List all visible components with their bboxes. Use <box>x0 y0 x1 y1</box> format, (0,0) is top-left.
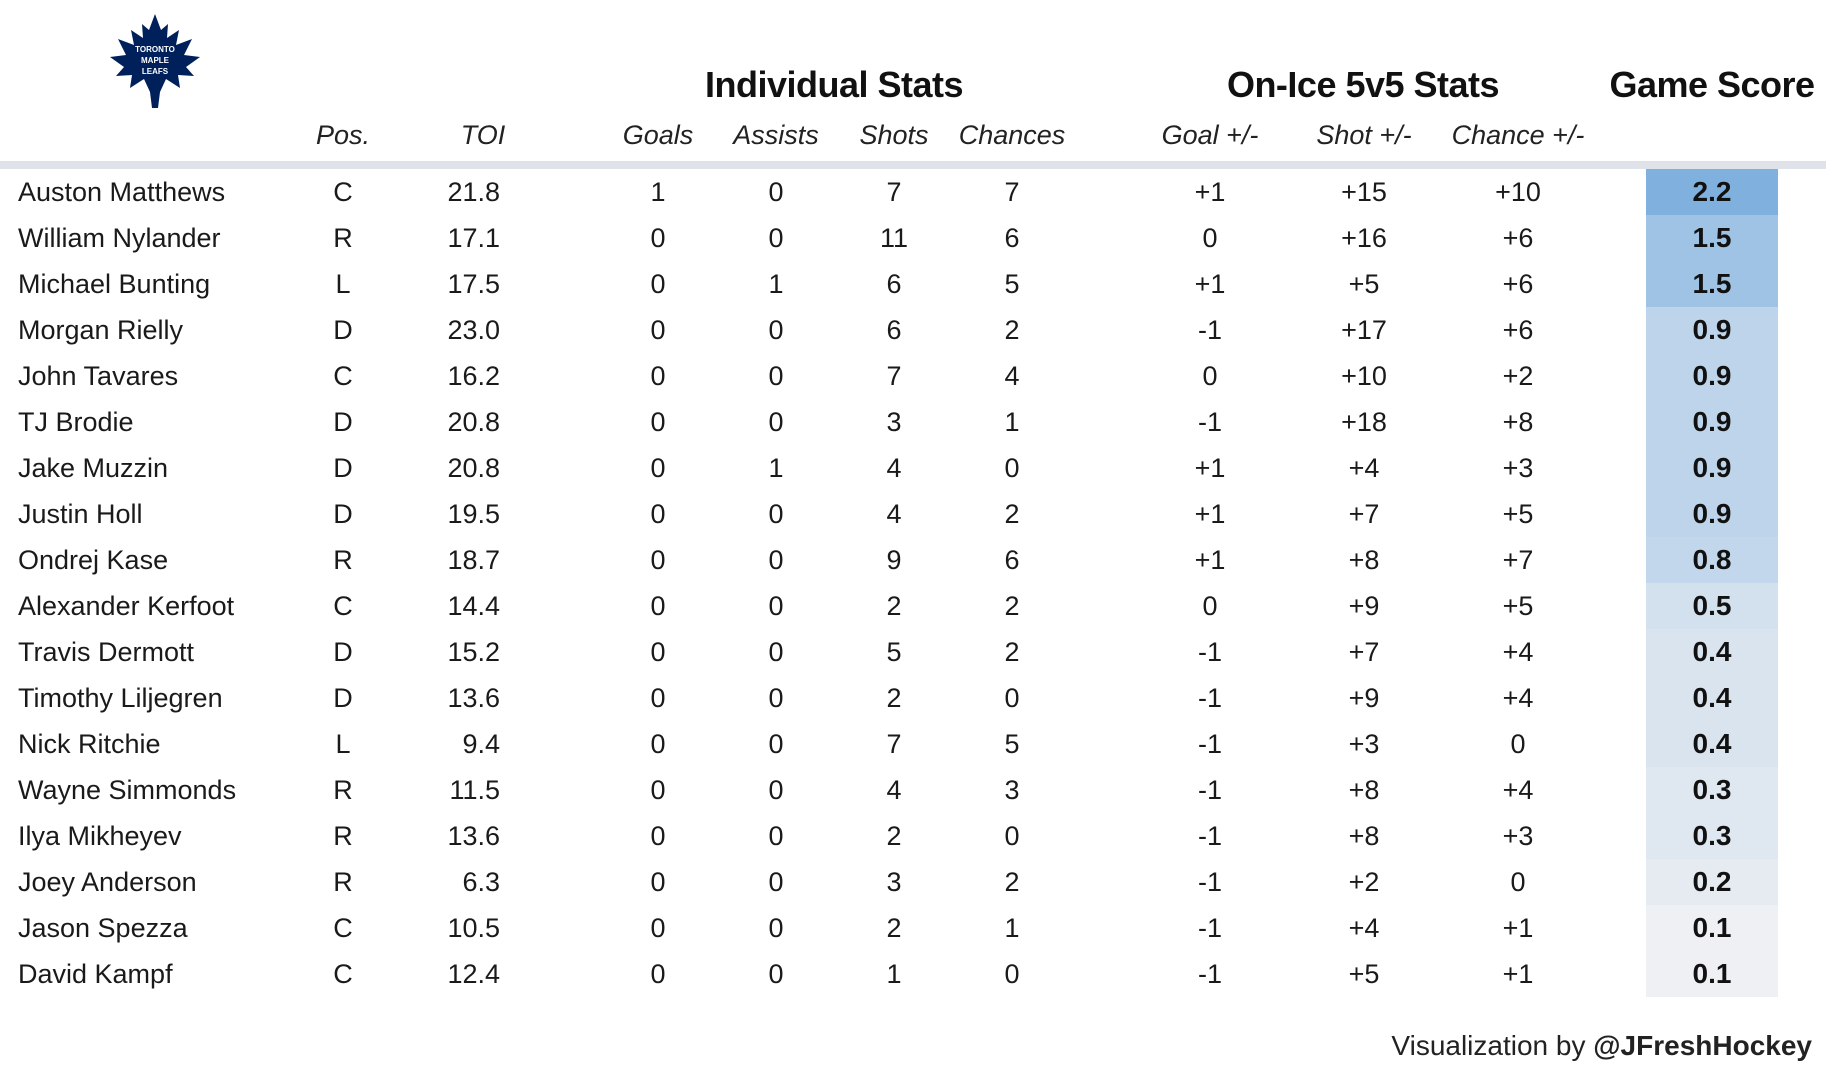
column-header-goal-pm: Goal +/- <box>1161 120 1259 150</box>
chances-cell: 2 <box>1004 591 1020 621</box>
column-header-assists: Assists <box>733 120 819 150</box>
chance-pm-cell: +1 <box>1502 913 1534 943</box>
goal-pm-cell: -1 <box>1197 683 1223 713</box>
pos-cell: D <box>333 315 353 345</box>
pos-cell: D <box>333 683 353 713</box>
chance-pm-cell: +1 <box>1502 959 1534 989</box>
player-name: Nick Ritchie <box>18 729 161 759</box>
shots-cell: 1 <box>886 959 902 989</box>
assists-cell: 0 <box>768 177 784 207</box>
game-score-value: 0.8 <box>1692 544 1732 575</box>
player-name: Timothy Liljegren <box>18 683 223 713</box>
goals-cell: 0 <box>650 545 666 575</box>
chances-cell: 2 <box>1004 637 1020 667</box>
chance-pm-cell: +4 <box>1502 637 1534 667</box>
shots-cell: 5 <box>886 637 902 667</box>
game-score-value: 0.4 <box>1692 728 1732 759</box>
shots-cell: 2 <box>886 821 902 851</box>
shot-pm-cell: +8 <box>1348 775 1380 805</box>
chances-cell: 5 <box>1004 269 1020 299</box>
shots-cell: 7 <box>886 177 902 207</box>
table-row <box>0 951 1826 997</box>
player-name: Auston Matthews <box>18 177 226 207</box>
pos-cell: C <box>333 959 353 989</box>
shots-cell: 4 <box>886 775 902 805</box>
shots-cell: 2 <box>886 591 902 621</box>
player-name: Alexander Kerfoot <box>18 591 235 621</box>
pos-cell: D <box>333 407 353 437</box>
pos-cell: D <box>333 453 353 483</box>
chances-cell: 3 <box>1004 775 1020 805</box>
pos-cell: C <box>333 913 353 943</box>
chance-pm-cell: +7 <box>1502 545 1534 575</box>
chances-cell: 5 <box>1004 729 1020 759</box>
goals-cell: 0 <box>650 591 666 621</box>
player-name: Jake Muzzin <box>18 453 169 483</box>
credit-prefix: Visualization by <box>1391 1030 1594 1061</box>
shot-pm-cell: +4 <box>1348 453 1380 483</box>
table-row <box>0 491 1826 537</box>
shots-cell: 4 <box>886 453 902 483</box>
shots-cell: 6 <box>886 315 902 345</box>
shots-cell: 2 <box>886 913 902 943</box>
chance-pm-cell: +5 <box>1502 591 1534 621</box>
goal-pm-cell: -1 <box>1197 775 1223 805</box>
toi-cell: 12.4 <box>447 959 500 989</box>
goal-pm-cell: 0 <box>1202 223 1218 253</box>
game-score-value: 0.2 <box>1692 866 1732 897</box>
game-score-title: Game Score <box>1609 64 1815 105</box>
shots-cell: 6 <box>886 269 902 299</box>
table-row <box>0 307 1826 353</box>
column-header-toi: TOI <box>460 120 506 150</box>
assists-cell: 0 <box>768 315 784 345</box>
shots-cell: 9 <box>886 545 902 575</box>
shot-pm-cell: +9 <box>1348 683 1380 713</box>
toi-cell: 18.7 <box>447 545 500 575</box>
chances-cell: 0 <box>1004 683 1020 713</box>
chances-cell: 1 <box>1004 913 1020 943</box>
chance-pm-cell: +5 <box>1502 499 1534 529</box>
assists-cell: 0 <box>768 959 784 989</box>
goal-pm-cell: 0 <box>1202 361 1218 391</box>
game-score-value: 0.9 <box>1692 406 1732 437</box>
table-row <box>0 445 1826 491</box>
game-score-value: 0.5 <box>1692 590 1732 621</box>
chance-pm-cell: +6 <box>1502 269 1534 299</box>
logo-text-line-1: TORONTO <box>135 45 175 54</box>
table-row <box>0 767 1826 813</box>
game-score-value: 0.9 <box>1692 360 1732 391</box>
shot-pm-cell: +2 <box>1348 867 1380 897</box>
chance-pm-cell: +4 <box>1502 683 1534 713</box>
player-name: Ondrej Kase <box>18 545 169 575</box>
credit-handle: @JFreshHockey <box>1593 1030 1812 1061</box>
assists-cell: 0 <box>768 361 784 391</box>
assists-cell: 0 <box>768 223 784 253</box>
table-row <box>0 813 1826 859</box>
goal-pm-cell: -1 <box>1197 913 1223 943</box>
shot-pm-cell: +4 <box>1348 913 1380 943</box>
column-header-goals: Goals <box>622 120 694 150</box>
table-row <box>0 537 1826 583</box>
goal-pm-cell: +1 <box>1194 453 1226 483</box>
chances-cell: 2 <box>1004 315 1020 345</box>
credit-line <box>1391 1030 1812 1062</box>
assists-cell: 0 <box>768 499 784 529</box>
goal-pm-cell: -1 <box>1197 407 1223 437</box>
goal-pm-cell: 0 <box>1202 591 1218 621</box>
goals-cell: 0 <box>650 959 666 989</box>
chance-pm-cell: +3 <box>1502 453 1534 483</box>
toi-cell: 14.4 <box>447 591 500 621</box>
chance-pm-cell: +10 <box>1495 177 1541 207</box>
goal-pm-cell: -1 <box>1197 867 1223 897</box>
chance-pm-cell: +6 <box>1502 223 1534 253</box>
shot-pm-cell: +10 <box>1341 361 1387 391</box>
toi-cell: 21.8 <box>447 177 500 207</box>
chances-cell: 1 <box>1004 407 1020 437</box>
toi-cell: 13.6 <box>447 683 500 713</box>
shot-pm-cell: +17 <box>1341 315 1387 345</box>
shot-pm-cell: +5 <box>1348 269 1380 299</box>
assists-cell: 0 <box>768 591 784 621</box>
game-score-value: 2.2 <box>1692 176 1732 207</box>
goals-cell: 0 <box>650 453 666 483</box>
chances-cell: 6 <box>1004 545 1020 575</box>
player-name: TJ Brodie <box>18 407 134 437</box>
assists-cell: 1 <box>768 269 784 299</box>
pos-cell: C <box>333 361 353 391</box>
player-name: Justin Holl <box>18 499 143 529</box>
goal-pm-cell: -1 <box>1197 821 1223 851</box>
goals-cell: 0 <box>650 407 666 437</box>
shot-pm-cell: +5 <box>1348 959 1380 989</box>
column-header-chance-pm: Chance +/- <box>1451 120 1585 150</box>
game-score-value: 0.4 <box>1692 636 1732 667</box>
goals-cell: 0 <box>650 499 666 529</box>
goals-cell: 0 <box>650 913 666 943</box>
pos-cell: R <box>333 545 353 575</box>
chances-cell: 0 <box>1004 821 1020 851</box>
game-score-value: 0.3 <box>1692 820 1732 851</box>
column-header-pos: Pos. <box>315 120 371 150</box>
game-score-value: 0.9 <box>1692 452 1732 483</box>
assists-cell: 0 <box>768 407 784 437</box>
chances-cell: 7 <box>1004 177 1020 207</box>
assists-cell: 0 <box>768 913 784 943</box>
goals-cell: 0 <box>650 821 666 851</box>
chances-cell: 4 <box>1004 361 1020 391</box>
goals-cell: 0 <box>650 729 666 759</box>
goals-cell: 0 <box>650 775 666 805</box>
player-name: William Nylander <box>18 223 221 253</box>
toi-cell: 10.5 <box>447 913 500 943</box>
goals-cell: 0 <box>650 683 666 713</box>
toi-cell: 20.8 <box>447 453 500 483</box>
shots-cell: 4 <box>886 499 902 529</box>
shots-cell: 11 <box>879 223 909 253</box>
toi-cell: 11.5 <box>449 775 500 805</box>
pos-cell: R <box>333 775 353 805</box>
assists-cell: 0 <box>768 637 784 667</box>
chance-pm-cell: +2 <box>1502 361 1534 391</box>
table-row <box>0 399 1826 445</box>
logo-text-line-3: LEAFS <box>141 67 169 76</box>
table-row <box>0 629 1826 675</box>
goals-cell: 0 <box>650 315 666 345</box>
table-row <box>0 583 1826 629</box>
pos-cell: L <box>335 269 351 299</box>
individual-stats-title: Individual Stats <box>704 64 964 105</box>
player-name: Jason Spezza <box>18 913 188 943</box>
shots-cell: 3 <box>886 867 902 897</box>
chance-pm-cell: +3 <box>1502 821 1534 851</box>
pos-cell: D <box>333 499 353 529</box>
table-row <box>0 261 1826 307</box>
table-row <box>0 353 1826 399</box>
player-name: David Kampf <box>18 959 173 989</box>
game-score-value: 1.5 <box>1692 268 1732 299</box>
shots-cell: 2 <box>886 683 902 713</box>
game-score-value: 0.4 <box>1692 682 1732 713</box>
player-name: Wayne Simmonds <box>18 775 237 805</box>
pos-cell: C <box>333 591 353 621</box>
pos-cell: C <box>333 177 353 207</box>
goal-pm-cell: -1 <box>1197 637 1223 667</box>
player-name: Morgan Rielly <box>18 315 184 345</box>
game-score-value: 1.5 <box>1692 222 1732 253</box>
game-score-value: 0.1 <box>1692 912 1732 943</box>
goals-cell: 0 <box>650 223 666 253</box>
shot-pm-cell: +7 <box>1348 637 1380 667</box>
pos-cell: R <box>333 821 353 851</box>
pos-cell: R <box>333 223 353 253</box>
assists-cell: 0 <box>768 867 784 897</box>
table-row <box>0 859 1826 905</box>
assists-cell: 0 <box>768 545 784 575</box>
toi-cell: 20.8 <box>447 407 500 437</box>
pos-cell: L <box>335 729 351 759</box>
game-score-value: 0.9 <box>1692 498 1732 529</box>
game-score-value: 0.9 <box>1692 314 1732 345</box>
player-name: Joey Anderson <box>18 867 197 897</box>
toi-cell: 17.5 <box>447 269 500 299</box>
chance-pm-cell: 0 <box>1510 867 1526 897</box>
shot-pm-cell: +8 <box>1348 821 1380 851</box>
table-row <box>0 169 1826 215</box>
shots-cell: 3 <box>886 407 902 437</box>
maple-leaf-icon <box>108 12 202 112</box>
pos-cell: R <box>333 867 353 897</box>
assists-cell: 0 <box>768 775 784 805</box>
goal-pm-cell: +1 <box>1194 499 1226 529</box>
goal-pm-cell: +1 <box>1194 269 1226 299</box>
toi-cell: 23.0 <box>447 315 500 345</box>
shot-pm-cell: +9 <box>1348 591 1380 621</box>
goals-cell: 1 <box>650 177 666 207</box>
goal-pm-cell: +1 <box>1194 177 1226 207</box>
shot-pm-cell: +18 <box>1341 407 1387 437</box>
table-row <box>0 905 1826 951</box>
shot-pm-cell: +7 <box>1348 499 1380 529</box>
shot-pm-cell: +8 <box>1348 545 1380 575</box>
assists-cell: 0 <box>768 683 784 713</box>
player-name: John Tavares <box>18 361 179 391</box>
shots-cell: 7 <box>886 729 902 759</box>
table-row <box>0 721 1826 767</box>
assists-cell: 0 <box>768 821 784 851</box>
toi-cell: 9.4 <box>462 729 500 759</box>
toi-cell: 17.1 <box>447 223 500 253</box>
goal-pm-cell: -1 <box>1197 315 1223 345</box>
player-name: Michael Bunting <box>18 269 211 299</box>
chances-cell: 0 <box>1004 453 1020 483</box>
goal-pm-cell: -1 <box>1197 729 1223 759</box>
chance-pm-cell: 0 <box>1510 729 1526 759</box>
shot-pm-cell: +15 <box>1341 177 1387 207</box>
game-score-value: 0.1 <box>1692 958 1732 989</box>
header-divider <box>0 161 1826 169</box>
player-name: Travis Dermott <box>18 637 195 667</box>
column-header-shot-pm: Shot +/- <box>1316 120 1412 150</box>
shots-cell: 7 <box>886 361 902 391</box>
chance-pm-cell: +4 <box>1502 775 1534 805</box>
chances-cell: 2 <box>1004 867 1020 897</box>
chance-pm-cell: +8 <box>1502 407 1534 437</box>
toi-cell: 15.2 <box>447 637 500 667</box>
assists-cell: 0 <box>768 729 784 759</box>
column-header-chances: Chances <box>958 120 1066 150</box>
column-header-shots: Shots <box>859 120 929 150</box>
chances-cell: 6 <box>1004 223 1020 253</box>
logo-text-line-2: MAPLE <box>141 56 169 65</box>
game-score-value: 0.3 <box>1692 774 1732 805</box>
shot-pm-cell: +3 <box>1348 729 1380 759</box>
goal-pm-cell: -1 <box>1197 959 1223 989</box>
table-row <box>0 215 1826 261</box>
goals-cell: 0 <box>650 269 666 299</box>
toi-cell: 13.6 <box>447 821 500 851</box>
chance-pm-cell: +6 <box>1502 315 1534 345</box>
goal-pm-cell: +1 <box>1194 545 1226 575</box>
table-row <box>0 675 1826 721</box>
toi-cell: 19.5 <box>447 499 500 529</box>
goals-cell: 0 <box>650 637 666 667</box>
goals-cell: 0 <box>650 867 666 897</box>
pos-cell: D <box>333 637 353 667</box>
on-ice-stats-title: On-Ice 5v5 Stats <box>1226 64 1500 105</box>
toi-cell: 6.3 <box>462 867 500 897</box>
assists-cell: 1 <box>768 453 784 483</box>
chances-cell: 0 <box>1004 959 1020 989</box>
goals-cell: 0 <box>650 361 666 391</box>
chances-cell: 2 <box>1004 499 1020 529</box>
player-name: Ilya Mikheyev <box>18 821 182 851</box>
shot-pm-cell: +16 <box>1341 223 1387 253</box>
toi-cell: 16.2 <box>447 361 500 391</box>
